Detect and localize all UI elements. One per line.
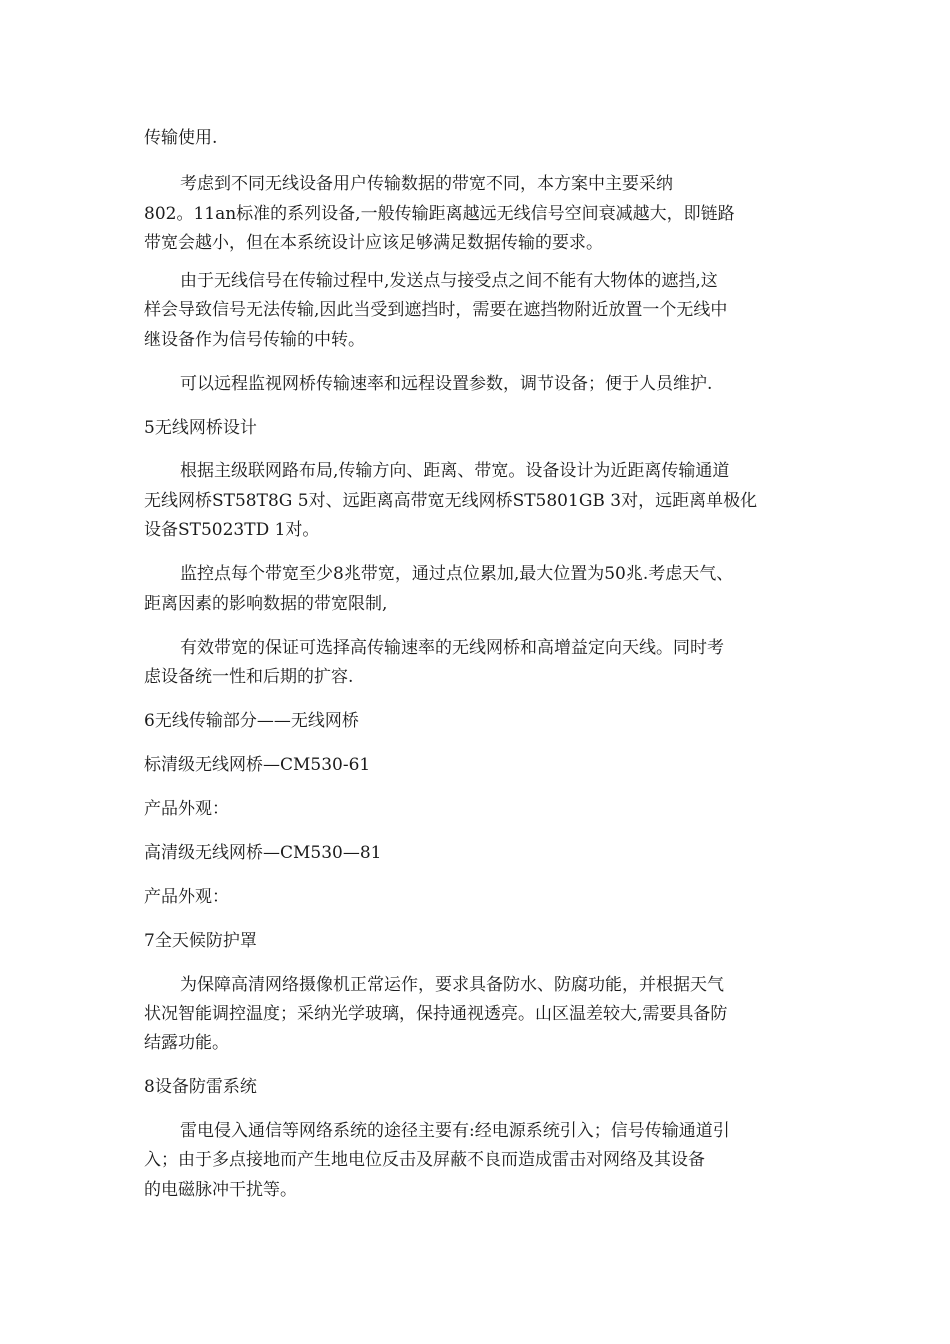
text-line: 产品外观：	[144, 799, 229, 819]
paragraph-line: 802。11an标准的系列设备,一般传输距离越远无线信号空间衰减越大，即链路	[144, 204, 735, 224]
paragraph-line: 监控点每个带宽至少8兆带宽，通过点位累加,最大位置为50兆.考虑天气、	[180, 564, 734, 584]
section-heading: 5无线网桥设计	[144, 418, 257, 438]
section-heading: 7全天候防护罩	[144, 931, 257, 951]
section-heading: 8设备防雷系统	[144, 1077, 257, 1097]
paragraph-line: 可以远程监视网桥传输速率和远程设置参数，调节设备；便于人员维护.	[180, 374, 713, 394]
paragraph-line: 雷电侵入通信等网络系统的途径主要有:经电源系统引入；信号传输通道引	[180, 1121, 730, 1141]
text-line: 产品外观：	[144, 887, 229, 907]
paragraph-line: 带宽会越小，但在本系统设计应该足够满足数据传输的要求。	[144, 233, 603, 253]
paragraph-line: 无线网桥ST58T8G 5对、远距离高带宽无线网桥ST5801GB 3对，远距离单极化	[144, 491, 758, 511]
text-line: 标清级无线网桥—CM530-61	[144, 755, 371, 775]
paragraph-line: 设备ST5023TD 1对。	[144, 520, 320, 540]
paragraph-line: 为保障高清网络摄像机正常运作，要求具备防水、防腐功能，并根据天气	[180, 975, 724, 995]
paragraph-line: 样会导致信号无法传输,因此当受到遮挡时，需要在遮挡物附近放置一个无线中	[144, 300, 728, 320]
paragraph-line: 结露功能。	[144, 1033, 229, 1053]
paragraph-line: 的电磁脉冲干扰等。	[144, 1180, 297, 1200]
section-heading: 6无线传输部分——无线网桥	[144, 711, 359, 731]
paragraph-line: 距离因素的影响数据的带宽限制,	[144, 594, 388, 614]
paragraph-line: 状况智能调控温度；采纳光学玻璃，保持通视透亮。山区温差较大,需要具备防	[144, 1004, 728, 1024]
paragraph-line: 由于无线信号在传输过程中,发送点与接受点之间不能有大物体的遮挡,这	[180, 271, 718, 291]
paragraph-line: 根据主级联网路布局,传输方向、距离、带宽。设备设计为近距离传输通道	[180, 461, 730, 481]
text-line: 传输使用.	[144, 128, 218, 148]
paragraph-line: 有效带宽的保证可选择高传输速率的无线网桥和高增益定向天线。同时考	[180, 638, 724, 658]
text-line: 高清级无线网桥—CM530—81	[144, 843, 382, 863]
paragraph-line: 考虑到不同无线设备用户传输数据的带宽不同，本方案中主要采纳	[180, 174, 673, 194]
paragraph-line: 继设备作为信号传输的中转。	[144, 330, 365, 350]
paragraph-line: 虑设备统一性和后期的扩容.	[144, 667, 354, 687]
paragraph-line: 入；由于多点接地而产生地电位反击及屏蔽不良而造成雷击对网络及其设备	[144, 1150, 705, 1170]
